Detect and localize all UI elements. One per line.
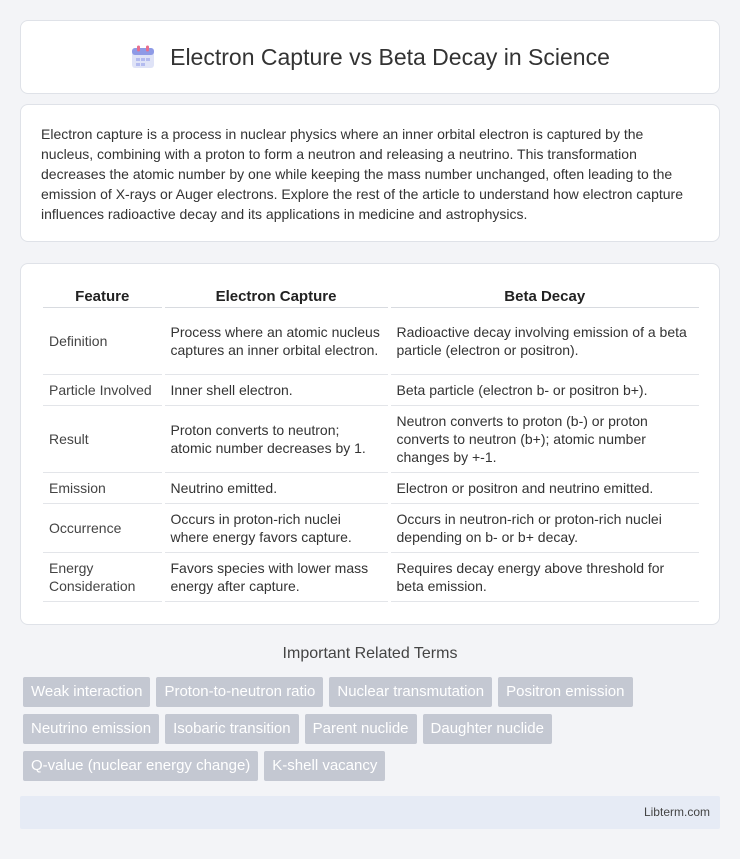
page-title: Electron Capture vs Beta Decay in Science (170, 43, 610, 70)
table-row (43, 308, 699, 375)
header-card (20, 20, 720, 94)
beta-decay-cell: Radioactive decay involving emission of a beta particle (electron or positron). (389, 308, 699, 375)
related-terms-title: Important Related Terms (282, 645, 458, 662)
feature-cell: Result (43, 406, 163, 473)
feature-cell: Emission (43, 473, 163, 504)
table-row (43, 553, 699, 602)
related-term-tag[interactable]: Daughter nuclide (423, 714, 552, 744)
calendar-icon (130, 44, 156, 70)
footer-site-link[interactable]: Libterm.com (643, 805, 710, 819)
comparison-card (20, 263, 720, 625)
comparison-table (43, 282, 699, 602)
feature-cell: Energy Consideration (43, 553, 163, 602)
related-term-tag[interactable]: K-shell vacancy (264, 751, 385, 781)
table-row (43, 473, 699, 504)
beta-decay-cell: Occurs in neutron-rich or proton-rich nuclei depending on b- or b+ decay. (389, 504, 699, 553)
beta-decay-cell: Beta particle (electron b- or positron b+). (389, 375, 699, 406)
electron-capture-cell: Proton converts to neutron; atomic number decreases by 1. (163, 406, 389, 473)
feature-cell: Particle Involved (43, 375, 163, 406)
intro-card (20, 104, 720, 242)
related-terms-list (23, 677, 723, 781)
beta-decay-cell: Requires decay energy above threshold for beta emission. (389, 553, 699, 602)
feature-cell: Occurrence (43, 504, 163, 553)
intro-paragraph: Electron capture is a process in nuclear physics where an inner orbital electron is captured by the nucleus, combining with a proton to form a neutron and releasing a neutrino. This transformation decreases the atomic number by one while keeping the mass number unchanged, often leading to the emission of X-rays or Auger electrons. Explore the rest of the article to understand how electron capture influences radioactive decay and its applications in medicine and astrophysics. (41, 126, 683, 222)
header-beta-decay: Beta Decay (389, 282, 699, 308)
related-term-tag[interactable]: Weak interaction (23, 677, 150, 707)
electron-capture-cell: Inner shell electron. (163, 375, 389, 406)
table-row (43, 375, 699, 406)
beta-decay-cell: Electron or positron and neutrino emitted. (389, 473, 699, 504)
table-row (43, 406, 699, 473)
beta-decay-cell: Neutron converts to proton (b-) or proton converts to neutron (b+); atomic number changes by +-1. (389, 406, 699, 473)
header-electron-capture: Electron Capture (163, 282, 389, 308)
related-term-tag[interactable]: Proton-to-neutron ratio (156, 677, 323, 707)
electron-capture-cell: Neutrino emitted. (163, 473, 389, 504)
footer (20, 796, 720, 829)
header-feature: Feature (43, 282, 163, 308)
feature-cell: Definition (43, 308, 163, 375)
table-row (43, 504, 699, 553)
electron-capture-cell: Favors species with lower mass energy after capture. (163, 553, 389, 602)
related-term-tag[interactable]: Positron emission (498, 677, 632, 707)
related-term-tag[interactable]: Q-value (nuclear energy change) (23, 751, 258, 781)
related-term-tag[interactable]: Parent nuclide (305, 714, 417, 744)
electron-capture-cell: Occurs in proton-rich nuclei where energy favors capture. (163, 504, 389, 553)
electron-capture-cell: Process where an atomic nucleus captures an inner orbital electron. (163, 308, 389, 375)
related-term-tag[interactable]: Isobaric transition (165, 714, 299, 744)
related-term-tag[interactable]: Nuclear transmutation (329, 677, 492, 707)
related-term-tag[interactable]: Neutrino emission (23, 714, 159, 744)
